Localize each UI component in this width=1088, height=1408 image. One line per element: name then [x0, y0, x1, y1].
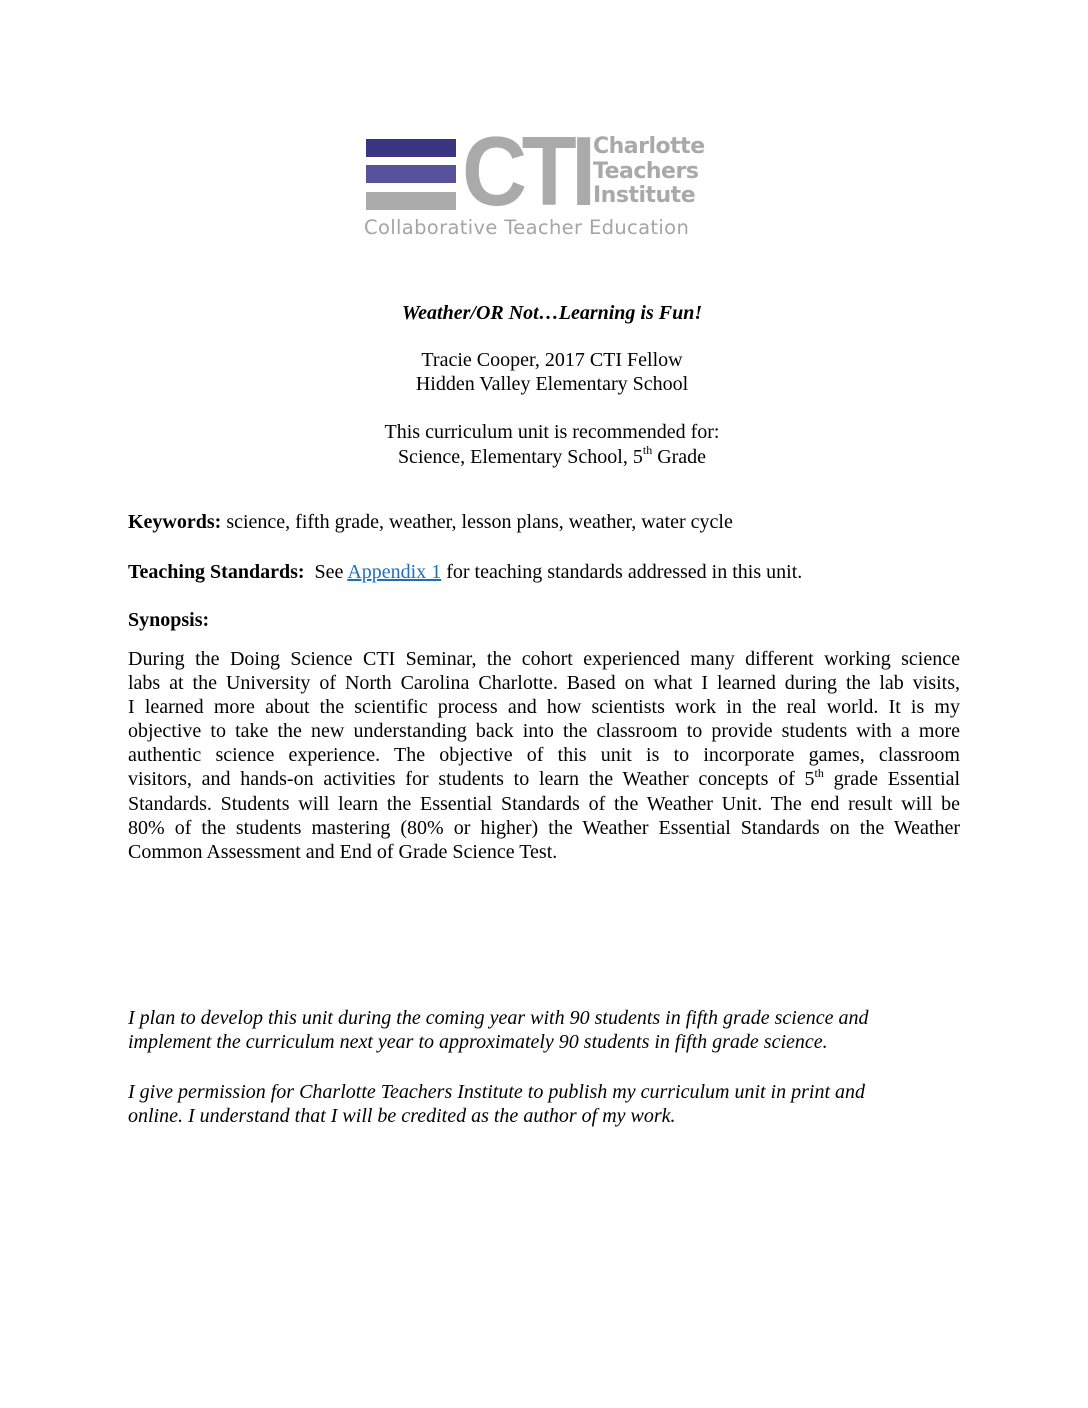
document-title: Weather/OR Not…Learning is Fun! — [401, 302, 703, 324]
synopsis-line: objective to take the new understanding back into the classroom to provide students with a more — [128, 720, 960, 743]
school-line: Hidden Valley Elementary School — [415, 373, 689, 395]
logo-tagline: Collaborative Teacher Education — [364, 216, 690, 239]
synopsis-line: I learned more about the scientific process and how scientists work in the real world. It is my — [128, 696, 960, 719]
permission-line: I give permission for Charlotte Teachers Institute to publish my curriculum unit in print and — [128, 1081, 866, 1103]
synopsis-paragraph — [128, 647, 960, 864]
synopsis-line: During the Doing Science CTI Seminar, the cohort experienced many different working science — [128, 648, 960, 670]
synopsis-line-text: visitors, and hands-on activities for students to learn the Weather concepts of 5 — [128, 768, 815, 791]
keywords-value: science, fifth grade, weather, lesson plans, weather, water cycle — [221, 511, 733, 533]
plan-statement — [128, 1006, 948, 1054]
recommendation-subject-text: Science, Elementary School, 5 — [397, 446, 643, 468]
synopsis-line: 80% of the students mastering (80% or higher) the Weather Essential Standards on the Weather — [128, 816, 960, 839]
plan-line: implement the curriculum next year to approximately 90 students in fifth grade science. — [128, 1031, 828, 1053]
logo-org-line: Teachers — [593, 158, 699, 184]
synopsis-line: authentic science experience. The objective of this unit is to incorporate games, classroom — [128, 744, 960, 767]
permission-line: online. I understand that I will be credited as the author of my work. — [128, 1105, 676, 1127]
teaching-standards-see: See — [304, 561, 348, 583]
synopsis-line: Common Assessment and End of Grade Science Test. — [128, 840, 558, 863]
synopsis-heading: Synopsis: — [128, 609, 210, 631]
logo-org-name — [593, 135, 705, 209]
logo-bar-mid — [366, 165, 456, 183]
logo-bar-dark — [366, 139, 456, 157]
keywords-line — [128, 510, 733, 534]
ordinal-suffix: th — [814, 767, 824, 780]
synopsis-line-text: grade Essential — [823, 768, 960, 791]
teaching-standards-rest: for teaching standards addressed in this unit. — [441, 561, 803, 583]
recommendation-grade: Grade — [652, 446, 707, 468]
teaching-standards-label: Teaching Standards: — [128, 561, 305, 583]
cti-logo — [362, 116, 722, 244]
logo-org-line: Institute — [593, 183, 696, 208]
keywords-label: Keywords: — [128, 511, 222, 533]
appendix-1-link[interactable]: Appendix 1 — [347, 561, 442, 583]
teaching-standards-line — [128, 560, 802, 584]
recommendation-intro: This curriculum unit is recommended for: — [384, 421, 720, 443]
ordinal-suffix: th — [642, 443, 653, 458]
permission-statement — [128, 1080, 948, 1128]
synopsis-line: Standards. Students will learn the Essential Standards of the Weather Unit. The end result will be — [128, 792, 960, 815]
author-line: Tracie Cooper, 2017 CTI Fellow — [421, 349, 683, 371]
logo-org-line: Charlotte — [593, 134, 705, 159]
synopsis-line — [128, 767, 960, 791]
plan-line: I plan to develop this unit during the coming year with 90 students in fifth grade science and — [128, 1007, 869, 1029]
logo-bar-gray — [366, 192, 456, 210]
logo-mark: CTI — [462, 116, 591, 226]
synopsis-line: labs at the University of North Carolina Charlotte. Based on what I learned during the lab visits, — [128, 672, 960, 695]
recommendation-subject — [0, 445, 1088, 469]
